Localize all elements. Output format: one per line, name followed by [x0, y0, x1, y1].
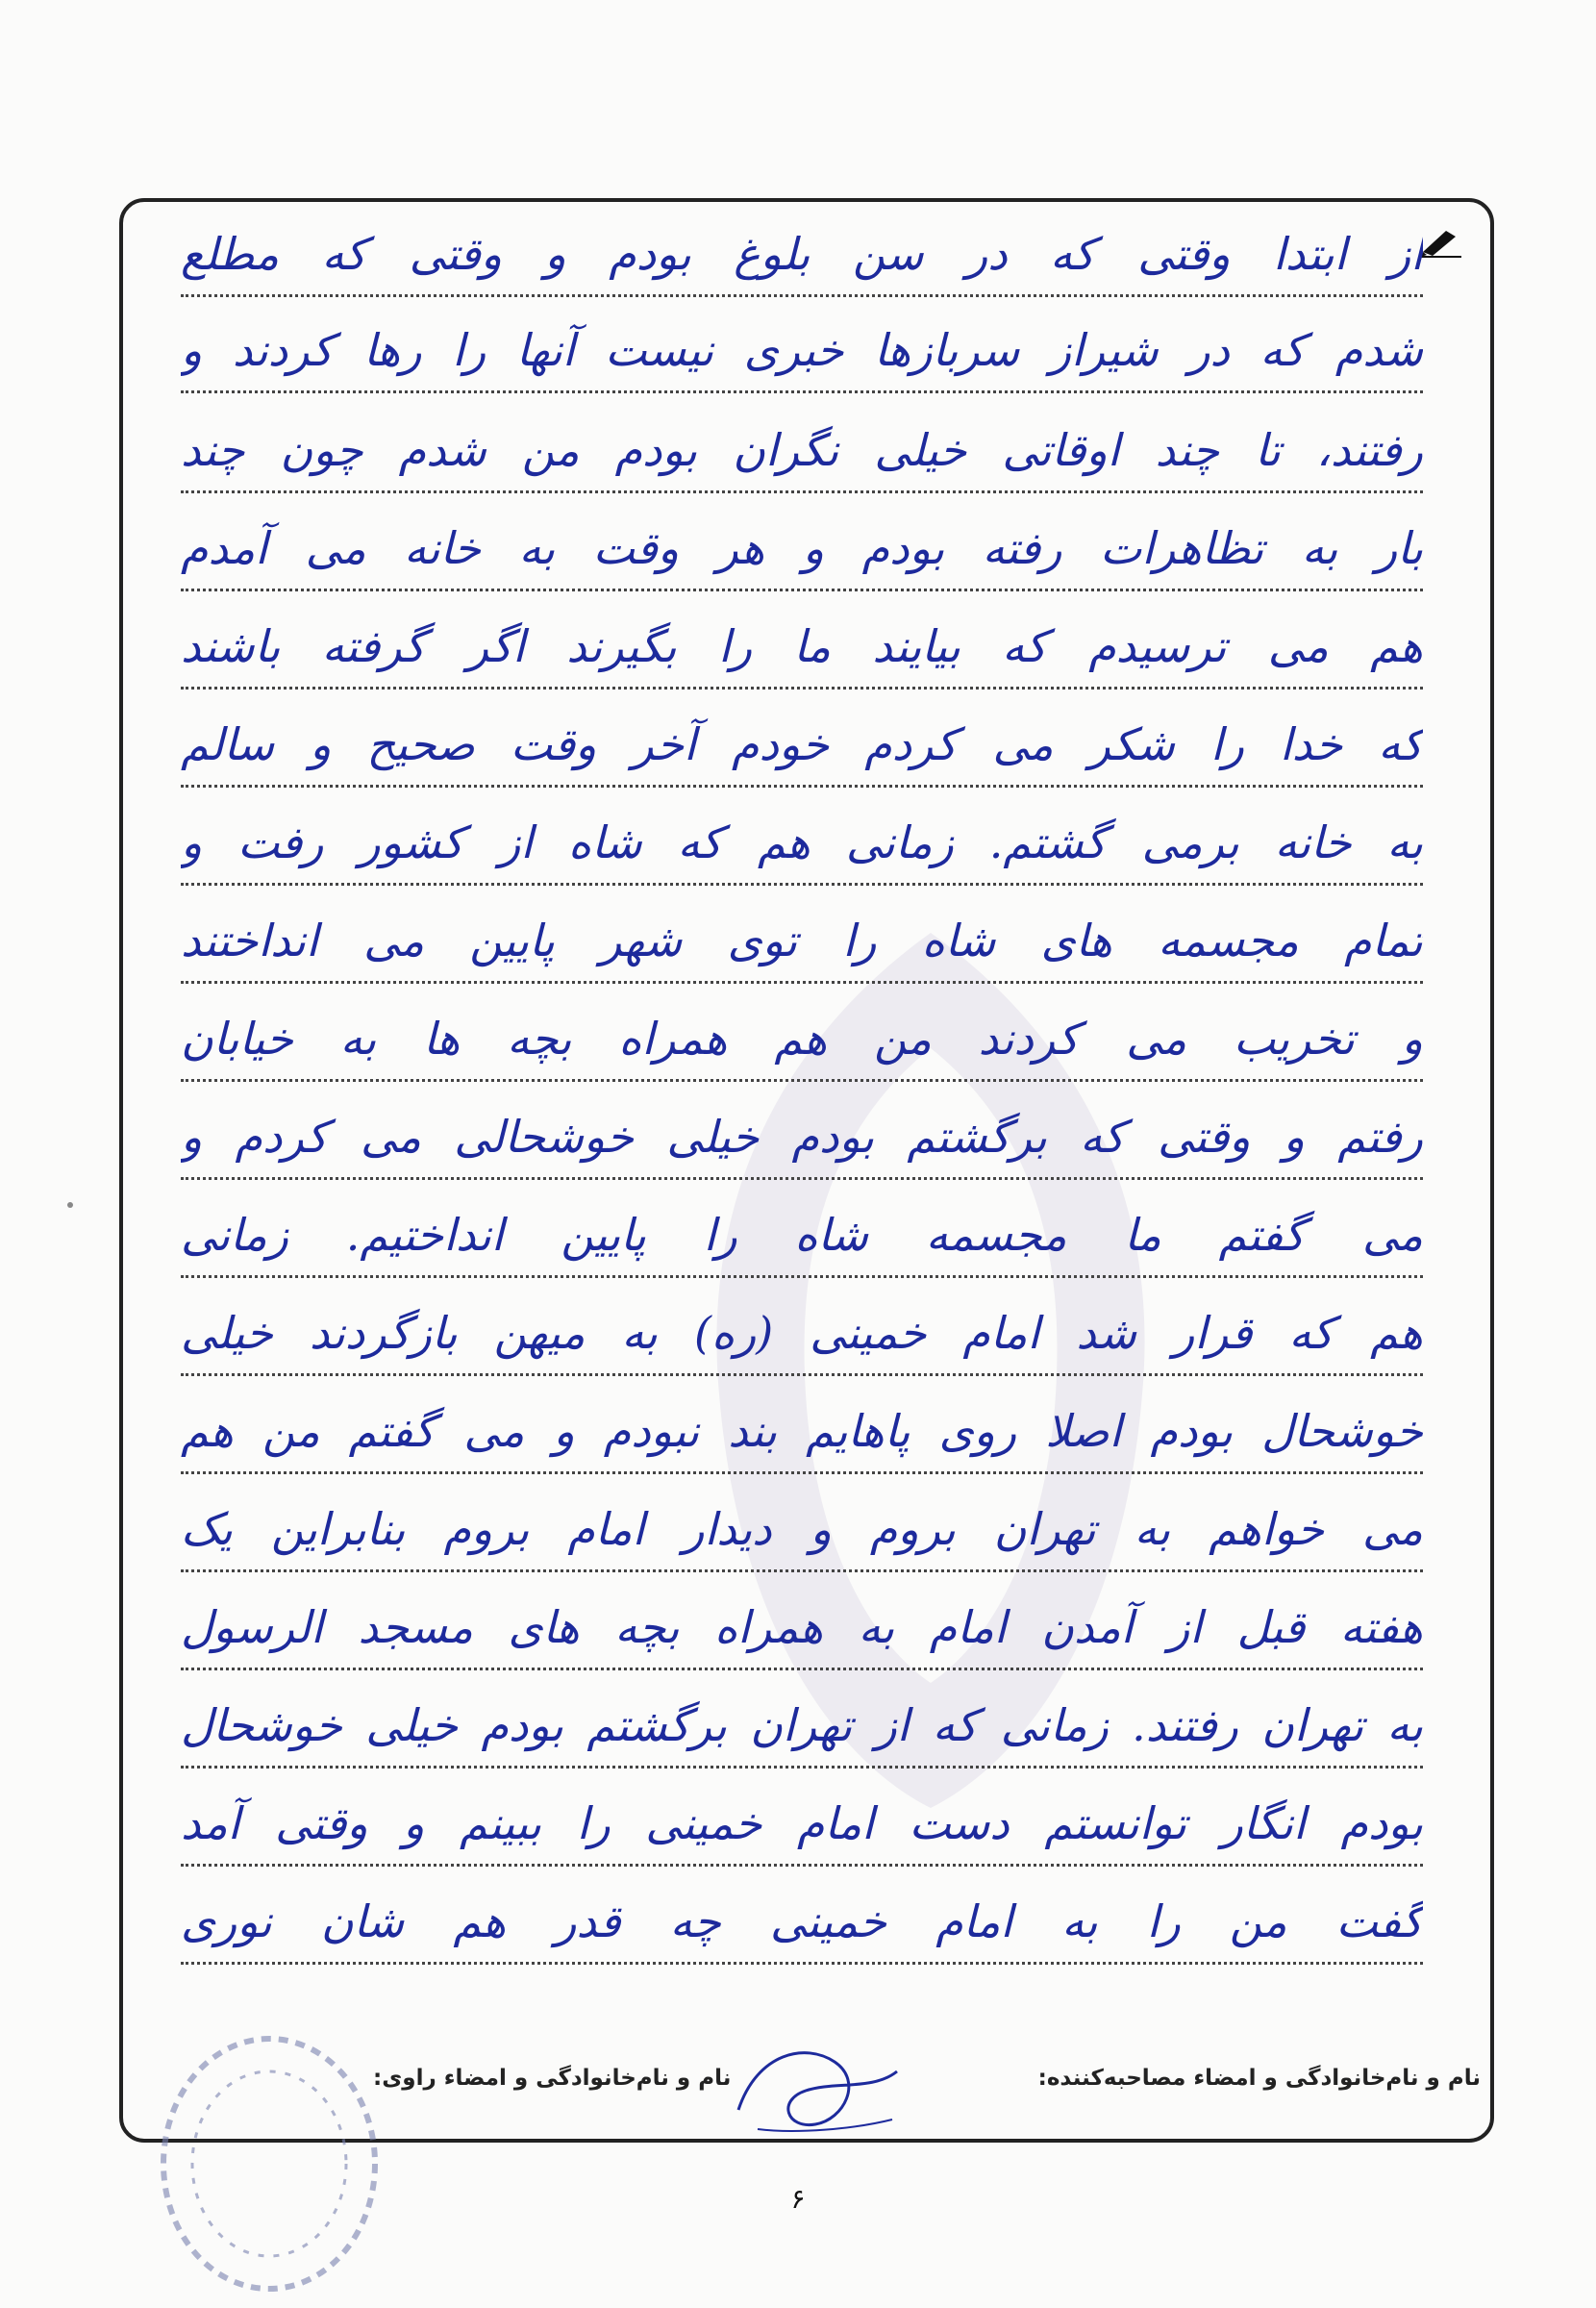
interviewer-signature-label: نام و نام‌خانوادگی و امضاء مصاحبه‌کننده:: [1037, 2066, 1481, 2091]
round-stamp-icon: [144, 2000, 394, 2308]
ruled-line: [181, 1962, 1423, 1965]
text-line: بودم انگار توانستم دست امام خمینی را ببینم و وقتی آمد: [181, 1797, 1423, 1849]
pen-icon: [1419, 225, 1461, 258]
text-line: از ابتدا وقتی که در سن بلوغ بودم و وقتی که مطلع: [181, 228, 1423, 280]
ruled-line: [181, 687, 1423, 690]
ruled-line: [181, 1275, 1423, 1278]
text-line: که خدا را شکر می کردم خودم آخر وقت صحیح و سالم: [181, 718, 1423, 770]
ruled-line: [181, 294, 1423, 297]
text-line: هم که قرار شد امام خمینی (ره) به میهن بازگردند خیلی: [181, 1307, 1423, 1359]
ruled-line: [181, 589, 1423, 591]
page-number: ۶: [790, 2183, 806, 2215]
ruled-line: [181, 883, 1423, 886]
text-line: می گفتم ما مجسمه شاه را پایین انداختیم. زمانی: [181, 1209, 1423, 1261]
ruled-line: [181, 390, 1423, 393]
text-line: خوشحال بودم اصلا روی پاهایم بند نبودم و می گفتم من هم: [181, 1405, 1423, 1457]
ruled-line: [181, 1569, 1423, 1572]
ruled-line: [181, 1864, 1423, 1867]
ruled-line: [181, 1668, 1423, 1670]
text-line: هفته قبل از آمدن امام به همراه بچه های مسجد الرسول: [181, 1601, 1423, 1653]
ruled-line: [181, 1471, 1423, 1474]
ruled-line: [181, 1079, 1423, 1082]
ruled-line: [181, 785, 1423, 788]
page-frame: [119, 198, 1494, 2143]
ruled-line: [181, 490, 1423, 493]
text-line: می خواهم به تهران بروم و دیدار امام بروم بنابراین یک: [181, 1503, 1423, 1555]
text-line: هم می ترسیدم که بیایند ما را بگیرند اگر گرفته باشند: [181, 620, 1423, 672]
text-line: به خانه برمی گشتم. زمانی هم که شاه از کشور رفت و: [181, 816, 1423, 868]
narrator-signature-label: نام و نام‌خانوادگی و امضاء راوی:: [373, 2066, 732, 2091]
text-line: به تهران رفتند. زمانی که از تهران برگشتم بودم خیلی خوشحال: [181, 1699, 1423, 1751]
text-line: و تخریب می کردند من هم همراه بچه ها به خیابان: [181, 1013, 1423, 1065]
ruled-line: [181, 1766, 1423, 1769]
ruled-line: [181, 1177, 1423, 1180]
handwritten-lines: [181, 202, 1423, 2139]
signature-icon: [719, 2033, 911, 2139]
text-line: گفت من را به امام خمینی چه قدر هم شان نوری: [181, 1895, 1423, 1947]
text-line: رفتند، تا چند اوقاتی خیلی نگران بودم من شدم چون چند: [181, 424, 1423, 476]
text-line: تمام مجسمه های شاه را توی شهر پایین می انداختند: [181, 915, 1423, 966]
margin-mark: [67, 1202, 73, 1208]
ruled-line: [181, 981, 1423, 984]
ruled-line: [181, 1373, 1423, 1376]
text-line: بار به تظاهرات رفته بودم و هر وقت به خانه می آمدم: [181, 522, 1423, 574]
text-line: رفتم و وقتی که برگشتم بودم خیلی خوشحالی می کردم و: [181, 1111, 1423, 1163]
text-line: شدم که در شیراز سربازها خبری نیست آنها را رها کردند و: [181, 324, 1423, 376]
